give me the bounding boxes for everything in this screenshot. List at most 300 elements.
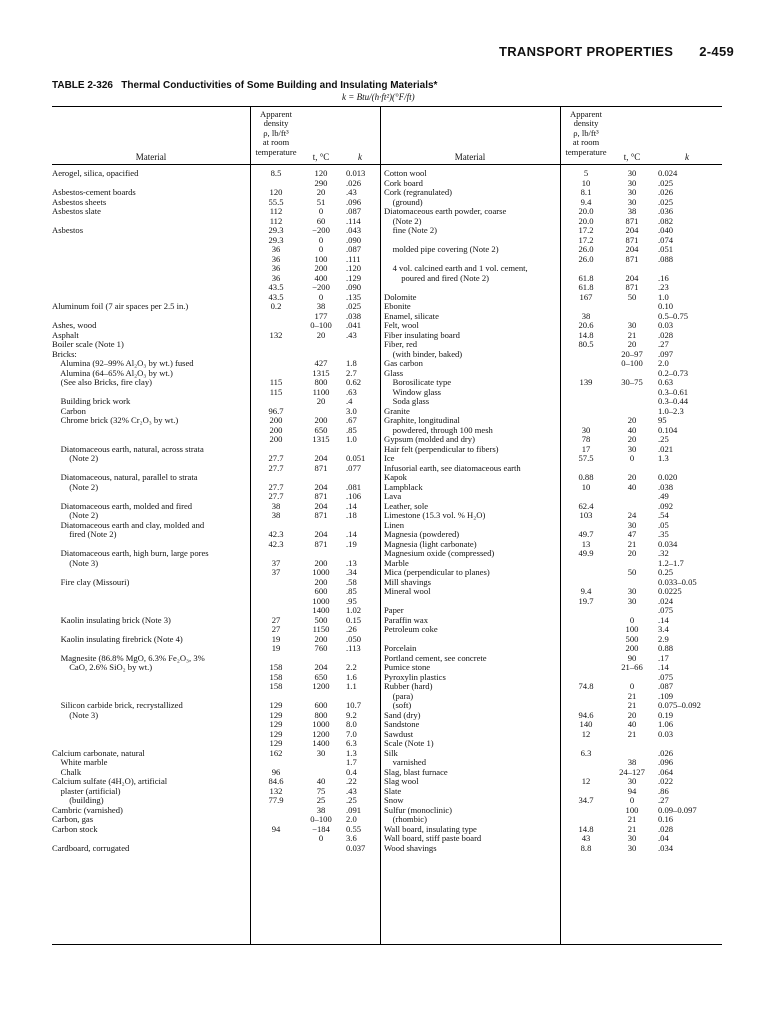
k-cell: .024 (658, 596, 674, 606)
k-cell: 0.15 (346, 615, 362, 625)
table-row (384, 787, 722, 797)
temperature-cell: 20–97 (621, 349, 643, 359)
material-cell: fine (Note 2) (384, 226, 437, 235)
density-cell: 55.5 (268, 197, 284, 207)
k-cell: 2.0 (658, 359, 669, 368)
density-cell: 112 (269, 216, 283, 226)
k-cell: .114 (346, 216, 361, 226)
material-cell: Asbestos slate (52, 207, 101, 216)
material-cell: Cork board (384, 178, 423, 188)
material-cell: (ground) (384, 197, 423, 207)
temperature-cell: 600 (314, 701, 328, 710)
density-cell: 17 (581, 444, 591, 454)
material-cell: (Note 2) (52, 454, 99, 463)
density-cell: 36 (271, 273, 281, 283)
k-cell: .86 (658, 786, 669, 796)
temperature-cell: 30 (627, 843, 637, 853)
temperature-cell: 871 (625, 254, 639, 264)
table-row (384, 321, 722, 331)
table-row (52, 331, 380, 341)
table-row (384, 682, 722, 692)
k-cell: 0.020 (658, 473, 678, 482)
temperature-cell: 0 (629, 454, 635, 463)
table-row (52, 701, 380, 711)
k-cell: .077 (346, 463, 362, 473)
k-cell: .113 (346, 644, 361, 653)
material-cell: (with binder, baked) (384, 349, 463, 359)
k-cell: .22 (346, 777, 357, 786)
k-cell: .67 (346, 416, 357, 425)
temperature-cell: 0–100 (621, 359, 643, 368)
header-density-left: Apparent density ρ, lb/ft³ at room temperature (255, 109, 297, 157)
table-row (384, 255, 722, 265)
k-cell: .090 (346, 235, 362, 245)
temperature-cell: 1000 (312, 568, 330, 577)
table-row (52, 245, 380, 255)
material-cell: Calcium carbonate, natural (52, 748, 145, 758)
temperature-cell: 21 (627, 330, 637, 340)
material-cell: Hair felt (perpendicular to fibers) (384, 444, 499, 454)
table-row (52, 521, 380, 531)
material-cell: Borosilicate type (384, 378, 452, 387)
temperature-cell: 204 (314, 530, 328, 539)
temperature-cell: 30 (627, 197, 637, 207)
temperature-cell: 500 (625, 634, 639, 644)
k-cell: .090 (346, 283, 362, 292)
material-cell: Diatomaceous earth, natural, across strata (52, 444, 204, 454)
table-row (52, 492, 380, 502)
density-cell: 27 (271, 625, 281, 634)
material-cell: Magnesia (powdered) (384, 530, 460, 539)
k-cell: .16 (658, 273, 669, 283)
table-row (384, 331, 722, 341)
table-row (52, 540, 380, 550)
table-row (384, 673, 722, 683)
temperature-cell: 871 (625, 283, 639, 292)
table-row (384, 397, 722, 407)
material-cell: Diatomaceous earth, high burn, large pores (52, 549, 209, 558)
temperature-cell: 38 (316, 805, 326, 815)
temperature-cell: 24 (627, 511, 637, 520)
temperature-cell: 200 (625, 644, 639, 653)
temperature-cell: 21 (627, 729, 637, 739)
table-row (384, 568, 722, 578)
material-cell: Fiber insulating board (384, 330, 460, 340)
top-rule (52, 106, 722, 107)
k-cell: .038 (658, 482, 674, 492)
density-cell: 200 (269, 425, 283, 435)
material-cell: Sand (dry) (384, 710, 421, 720)
density-cell: 132 (269, 786, 283, 796)
temperature-cell: 200 (314, 264, 328, 273)
k-cell: 7.0 (346, 729, 357, 739)
material-cell: Porcelain (384, 644, 417, 653)
density-cell: 61.8 (578, 283, 594, 292)
table-row (384, 274, 722, 284)
table-row (52, 312, 380, 322)
material-cell: Linen (384, 520, 405, 530)
material-cell: Lava (384, 492, 402, 501)
k-cell: 0.3–0.44 (658, 397, 689, 406)
material-cell: Rubber (hard) (384, 682, 433, 691)
k-cell: .43 (346, 786, 357, 796)
temperature-cell: 100 (625, 625, 639, 634)
density-cell: 34.7 (578, 796, 594, 805)
table-row (384, 644, 722, 654)
k-cell: 1.2–1.7 (658, 558, 684, 568)
k-cell: 0.013 (346, 169, 366, 178)
material-cell: Mineral wool (384, 587, 431, 596)
table-row (52, 587, 380, 597)
k-cell: 2.0 (346, 815, 357, 824)
k-cell: .096 (346, 197, 362, 207)
k-cell: 0.25 (658, 568, 674, 577)
density-cell: 19 (271, 634, 281, 644)
k-cell: 3.0 (346, 406, 357, 416)
table-row (52, 255, 380, 265)
k-cell: .022 (658, 777, 674, 786)
temperature-cell: 800 (314, 378, 328, 387)
table-row (384, 635, 722, 645)
density-cell: 10 (581, 178, 591, 188)
temperature-cell: 204 (314, 482, 328, 492)
k-cell: .051 (658, 245, 674, 254)
table-row (384, 264, 722, 274)
table-row (384, 312, 722, 322)
table-row (384, 293, 722, 303)
density-cell: 20.0 (578, 216, 594, 226)
material-cell: Gas carbon (384, 359, 423, 368)
table-row (52, 369, 380, 379)
material-cell: Chrome brick (32% Cr₂O₃ by wt.) (52, 416, 179, 425)
table-row (384, 777, 722, 787)
temperature-cell: 30 (627, 178, 637, 188)
table-row (384, 198, 722, 208)
temperature-cell: 30 (627, 169, 637, 178)
table-row (52, 616, 380, 626)
temperature-cell: 100 (314, 254, 328, 264)
k-cell: 3.6 (346, 834, 357, 843)
material-cell: Pyroxylin plastics (384, 672, 446, 682)
material-cell: (Note 2) (52, 511, 99, 520)
material-cell: Asbestos sheets (52, 197, 107, 207)
material-cell: (soft) (384, 701, 412, 710)
material-cell: Diatomaceous, natural, parallel to strata (52, 473, 198, 482)
table-row (52, 673, 380, 683)
table-row (52, 169, 380, 179)
k-cell: .25 (658, 435, 669, 444)
table-row (384, 749, 722, 759)
table-row (52, 274, 380, 284)
density-cell: 57.5 (578, 454, 594, 463)
k-cell: .32 (658, 549, 669, 558)
temperature-cell: 1200 (312, 682, 330, 691)
k-cell: 0.09–0.097 (658, 805, 697, 815)
temperature-cell: 650 (314, 425, 328, 435)
temperature-cell: 200 (314, 416, 328, 425)
material-cell: Silk (384, 748, 398, 758)
material-cell: Infusorial earth, see diatomaceous earth (384, 463, 521, 473)
table-row (52, 730, 380, 740)
table-row (52, 217, 380, 227)
temperature-cell: −184 (312, 824, 330, 834)
material-cell: Enamel, silicate (384, 311, 439, 321)
material-cell: Silicon carbide brick, recrystallized (52, 701, 183, 710)
temperature-cell: 21 (627, 691, 637, 701)
k-cell: 1.0 (658, 292, 669, 302)
density-cell: 5 (583, 169, 589, 178)
k-cell: .14 (346, 530, 357, 539)
temperature-cell: −200 (312, 226, 330, 235)
k-cell: 1.0 (346, 435, 357, 444)
table-row (384, 844, 722, 854)
density-cell: 129 (269, 710, 283, 720)
temperature-cell: 50 (627, 568, 637, 577)
table-row (384, 454, 722, 464)
table-row (384, 445, 722, 455)
table-row (52, 768, 380, 778)
k-cell: 1.8 (346, 359, 357, 368)
temperature-cell: 20 (627, 473, 637, 482)
table-row (52, 749, 380, 759)
temperature-cell: 400 (314, 273, 328, 283)
density-cell: 19.7 (578, 596, 594, 606)
temperature-cell: 51 (316, 197, 326, 207)
temperature-cell: 30 (627, 444, 637, 454)
material-cell: Diatomaceous earth, molded and fired (52, 501, 193, 511)
table-row (52, 350, 380, 360)
material-cell: Lampblack (384, 482, 423, 492)
k-cell: .091 (346, 805, 362, 815)
header-material-left: Material (135, 152, 167, 162)
temperature-cell: 200 (314, 558, 328, 568)
temperature-cell: 871 (314, 492, 328, 501)
temperature-cell: 40 (627, 720, 637, 729)
material-cell: (See also Bricks, fire clay) (52, 378, 152, 387)
k-cell: .135 (346, 292, 362, 302)
temperature-cell: 0 (629, 615, 635, 625)
material-cell: Sandstone (384, 720, 420, 729)
table-row (384, 388, 722, 398)
temperature-cell: 1315 (312, 435, 330, 444)
temperature-cell: 204 (314, 501, 328, 511)
page-number: 2-459 (699, 44, 734, 59)
table-row (52, 188, 380, 198)
density-cell: 96.7 (268, 406, 284, 416)
material-cell: (Note 2) (52, 482, 99, 492)
table-row (384, 806, 722, 816)
temperature-cell: 75 (316, 786, 326, 796)
table-row (52, 378, 380, 388)
material-cell: Sulfur (monoclinic) (384, 805, 453, 815)
k-cell: .038 (346, 311, 362, 321)
density-cell: 37 (271, 568, 281, 577)
material-cell: CaO, 2.6% SiO₂ by wt.) (52, 663, 153, 672)
material-cell: Cotton wool (384, 169, 427, 178)
table-row (384, 473, 722, 483)
table-row (384, 758, 722, 768)
temperature-cell: 50 (627, 292, 637, 302)
material-cell: Cork (regranulated) (384, 188, 453, 197)
density-cell: 26.0 (578, 254, 594, 264)
table-row (384, 207, 722, 217)
k-cell: 0.5–0.75 (658, 311, 689, 321)
material-cell: Wood shavings (384, 843, 437, 853)
right-table-body (384, 169, 722, 853)
k-cell: 0.2–0.73 (658, 368, 689, 378)
material-cell: Ebonite (384, 302, 411, 311)
material-cell: Scale (Note 1) (384, 739, 434, 748)
table-row (384, 701, 722, 711)
table-row (52, 806, 380, 816)
temperature-cell: 0 (318, 245, 324, 254)
density-cell: 8.8 (580, 843, 592, 853)
k-cell: 0.03 (658, 729, 674, 739)
k-cell: 0.4 (346, 767, 357, 777)
table-row (384, 625, 722, 635)
material-cell: Carbon, gas (52, 815, 94, 824)
temperature-cell: 20 (316, 330, 326, 340)
density-cell: 139 (579, 378, 593, 387)
center-divider (380, 106, 381, 944)
k-cell: 1.3 (658, 454, 669, 463)
k-cell: .025 (658, 197, 674, 207)
table-row (384, 739, 722, 749)
k-cell: .14 (346, 501, 357, 511)
header-material-right: Material (454, 152, 486, 162)
density-cell: 129 (269, 739, 283, 748)
temperature-cell: 120 (314, 169, 328, 178)
density-cell: 115 (269, 387, 283, 397)
density-cell: 27.7 (268, 454, 284, 463)
material-cell: powdered, through 100 mesh (384, 425, 493, 435)
density-cell: 158 (269, 672, 283, 682)
density-cell: 14.8 (578, 824, 594, 834)
table-row (52, 530, 380, 540)
material-cell: Dolomite (384, 292, 417, 302)
bottom-rule (52, 944, 722, 945)
temperature-cell: 20 (316, 397, 326, 406)
table-row (52, 777, 380, 787)
table-row (384, 492, 722, 502)
material-cell: (Note 3) (52, 558, 99, 568)
k-cell: 3.4 (658, 625, 669, 634)
temperature-cell: 38 (627, 758, 637, 767)
k-cell: .27 (658, 796, 669, 805)
material-cell: White marble (52, 758, 108, 767)
k-cell: .097 (658, 349, 674, 359)
k-cell: 0.0225 (658, 587, 682, 596)
density-cell: 112 (269, 207, 283, 216)
density-cell: 27 (271, 615, 281, 625)
density-cell: 77.9 (268, 796, 284, 805)
temperature-cell: 21 (627, 824, 637, 834)
k-cell: 1.02 (346, 606, 362, 615)
left-table-body (52, 169, 380, 853)
material-cell: fired (Note 2) (52, 530, 117, 539)
temperature-cell: 0 (318, 207, 324, 216)
table-row (384, 616, 722, 626)
table-row (52, 340, 380, 350)
density-cell: 94.6 (578, 710, 594, 720)
temperature-cell: 1200 (312, 729, 330, 739)
density-cell: 37 (271, 558, 281, 568)
material-cell: Portland cement, see concrete (384, 653, 487, 663)
k-cell: .04 (658, 834, 669, 843)
k-cell: 2.9 (658, 634, 669, 644)
k-cell: .028 (658, 824, 674, 834)
table-row (384, 464, 722, 474)
density-cell: 38 (271, 511, 281, 520)
density-cell: 14.8 (578, 330, 594, 340)
table-row (52, 511, 380, 521)
table-row (384, 530, 722, 540)
table-row (384, 597, 722, 607)
table-row (384, 521, 722, 531)
table-row (52, 293, 380, 303)
material-cell: Magnesite (86.8% MgO, 6.3% Fe₂O₃, 3% (52, 653, 205, 663)
k-cell: .025 (658, 178, 674, 188)
material-cell: Magnesium oxide (compressed) (384, 549, 495, 558)
table-row (384, 426, 722, 436)
page-header (499, 44, 734, 59)
table-row (384, 711, 722, 721)
material-cell: Glass (384, 368, 404, 378)
density-cell: 0.88 (578, 473, 594, 482)
k-cell: 1.3 (346, 748, 357, 758)
temperature-cell: 47 (627, 530, 637, 539)
k-cell: .14 (658, 663, 669, 672)
density-cell: 129 (269, 729, 283, 739)
k-cell: .05 (658, 520, 669, 530)
temperature-cell: 1000 (312, 596, 330, 606)
temperature-cell: 1315 (312, 368, 330, 378)
table-row (52, 502, 380, 512)
temperature-cell: 760 (314, 644, 328, 653)
table-row (52, 844, 380, 854)
density-cell: 120 (269, 188, 283, 197)
k-cell: .026 (658, 748, 674, 758)
table-row (384, 796, 722, 806)
material-cell: Sawdust (384, 729, 414, 739)
density-cell: 27.7 (268, 463, 284, 473)
material-cell: Paraffin wax (384, 615, 428, 625)
material-cell: Slate (384, 786, 402, 796)
temperature-cell: 21 (627, 701, 637, 710)
table-row (384, 179, 722, 189)
material-cell: (Note 2) (384, 216, 422, 226)
temperature-cell: 600 (314, 587, 328, 596)
k-cell: 95 (658, 416, 667, 425)
k-cell: .075 (658, 606, 674, 615)
k-cell: 8.0 (346, 720, 357, 729)
k-cell: .54 (658, 511, 669, 520)
table-row (52, 454, 380, 464)
material-cell: Granite (384, 406, 410, 416)
table-row (384, 378, 722, 388)
density-cell: 13 (581, 539, 591, 549)
table-row (384, 416, 722, 426)
k-cell: .041 (346, 321, 362, 330)
k-cell: .106 (346, 492, 362, 501)
table-row (384, 359, 722, 369)
material-cell: Fiber, red (384, 340, 418, 349)
density-cell: 29.3 (268, 226, 284, 235)
temperature-cell: 177 (314, 311, 328, 321)
material-cell: Fire clay (Missouri) (52, 577, 130, 587)
density-cell: 36 (271, 245, 281, 254)
density-cell: 49.9 (578, 549, 594, 558)
